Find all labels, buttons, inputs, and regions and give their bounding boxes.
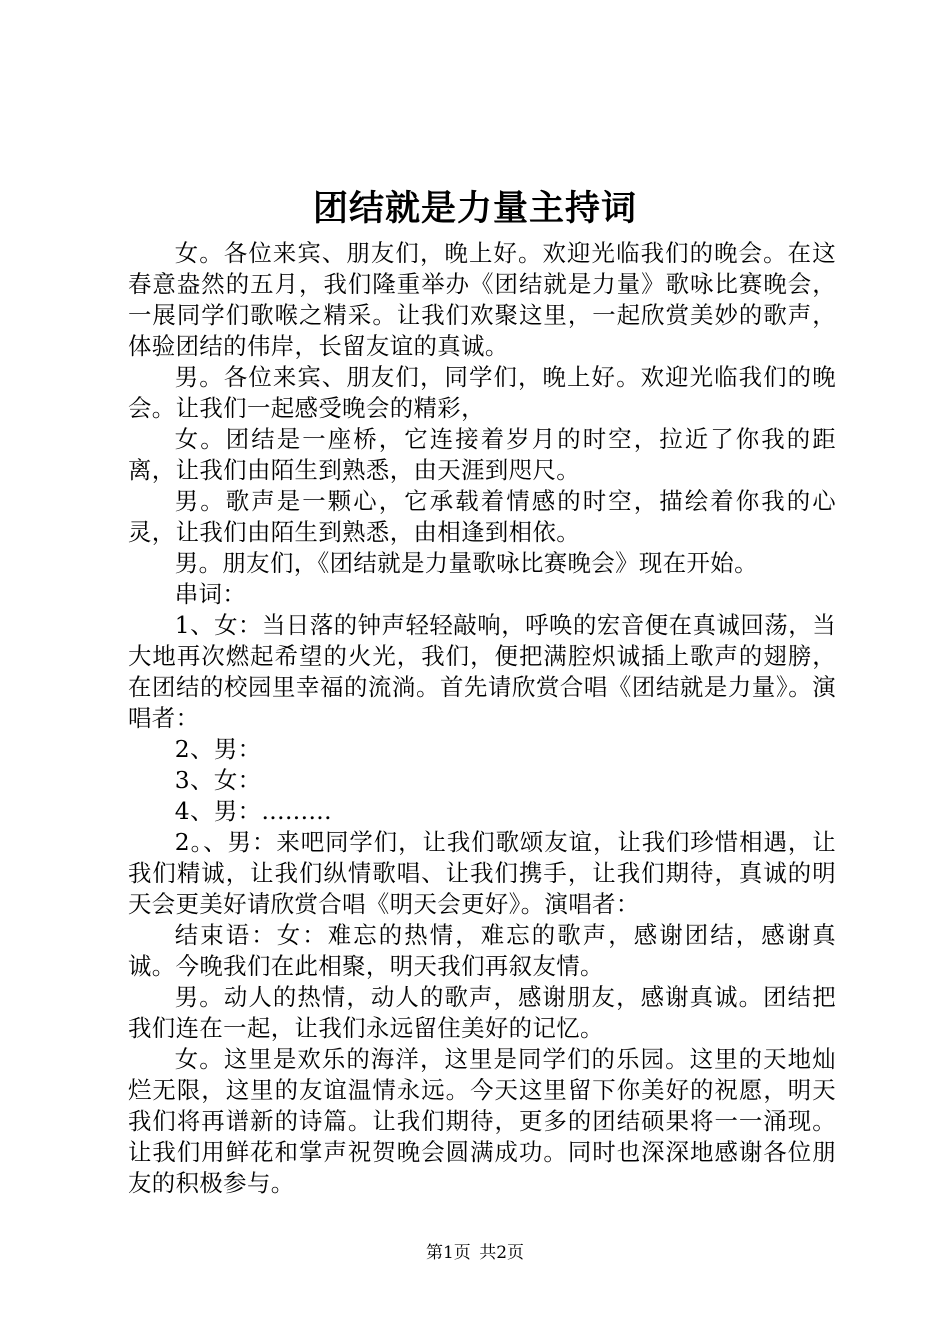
paragraph: 串词：: [174, 580, 247, 608]
paragraph: 4、男：.........: [174, 797, 332, 825]
paragraph: 2、男：: [174, 735, 262, 763]
paragraph: 结束语：女：难忘的热情，难忘的歌声，感谢团结，感谢真诚。今晚我们在此相聚，明天我们再叙友情。: [128, 921, 836, 980]
document-title: 团结就是力量主持词: [312, 189, 637, 229]
document-body: [128, 238, 836, 1199]
paragraph: 男。朋友们，《团结就是力量歌咏比赛晚会》现在开始。: [174, 549, 758, 577]
paragraph: 男。各位来宾、朋友们，同学们，晚上好。欢迎光临我们的晚会。让我们一起感受晚会的精彩，: [128, 363, 836, 422]
paragraph: 男。歌声是一颗心，它承载着情感的时空，描绘着你我的心灵，让我们由陌生到熟悉，由相逢到相依。: [128, 487, 836, 546]
paragraph: 1、女：当日落的钟声轻轻敲响，呼唤的宏音便在真诚回荡，当大地再次燃起希望的火光，我们，便把满腔炽诚插上歌声的翅膀，在团结的校园里幸福的流淌。首先请欣赏合唱《团结就是力量》。演唱者：: [128, 611, 836, 732]
paragraph: 女。团结是一座桥，它连接着岁月的时空，拉近了你我的距离，让我们由陌生到熟悉，由天涯到咫尺。: [128, 425, 836, 484]
paragraph: 女。各位来宾、朋友们，晚上好。欢迎光临我们的晚会。在这春意盎然的五月，我们隆重举办《团结就是力量》歌咏比赛晚会，一展同学们歌喉之精采。让我们欢聚这里，一起欣赏美妙的歌声，体验团结的伟岸，长留友谊的真诚。: [128, 239, 836, 360]
paragraph: 女。这里是欢乐的海洋，这里是同学们的乐园。这里的天地灿烂无限，这里的友谊温情永远。今天这里留下你美好的祝愿，明天我们将再谱新的诗篇。让我们期待，更多的团结硕果将一一涌现。让我们用鲜花和掌声祝贺晚会圆满成功。同时也深深地感谢各位朋友的积极参与。: [128, 1045, 836, 1197]
paragraph: 男。动人的热情，动人的歌声，感谢朋友，感谢真诚。团结把我们连在一起，让我们永远留住美好的记忆。: [128, 983, 836, 1042]
paragraph: 2。、男：来吧同学们，让我们歌颂友谊，让我们珍惜相遇，让我们精诚，让我们纵情歌唱、让我们携手，让我们期待，真诚的明天会更美好请欣赏合唱《明天会更好》。演唱者：: [128, 828, 836, 918]
page-number-footer: 第1页 共2页: [425, 1243, 525, 1263]
paragraph: 3、女：: [174, 766, 262, 794]
